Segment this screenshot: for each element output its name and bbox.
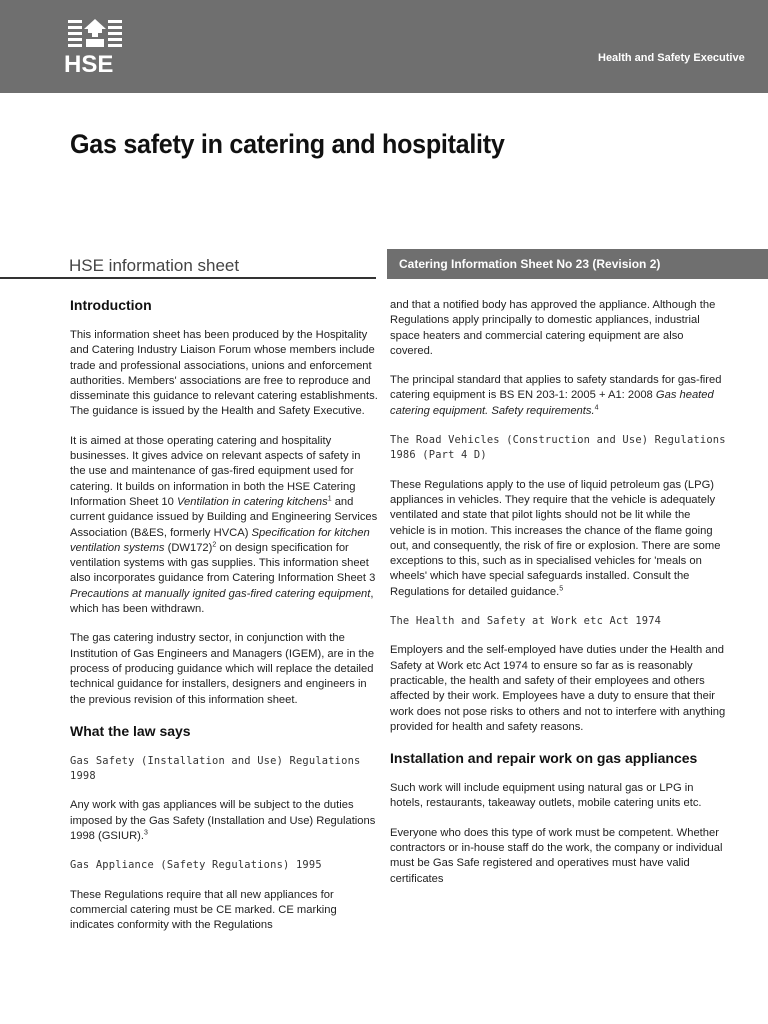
- paragraph-right-3: These Regulations apply to the use of liquid petroleum gas (LPG) appliances in vehicles. They require that the vehicle is adequately ventilated and state that pilot lights should not be lit while the vehicle is in motion. This increases the chance of the flame going out, and consequently, the risk of fire or explosion. There are some exceptions to this, such as in specialised vehicles for 'meals on wheels' which have special safeguards installed. Consult the Regulations for detailed guidance.$^5$: [390, 478, 721, 598]
- paragraph-right-4: Employers and the self-employed have duties under the Health and Safety at Work etc Act 1974 to ensure so far as is reasonably practicable, the health and safety of their employees and others affected by their work. Employees have a duty to ensure that their work does not pose risks to others and not to interfere with anything provided for health and safety reasons.: [390, 644, 726, 733]
- paragraph-right-2: The principal standard that applies to safety standards for gas-fired catering equipment is BS EN 203-1: 2005 + A1: 2008 Gas heated catering equipment. Safety requirements.$^4$: [390, 374, 722, 417]
- sheet-type-label: HSE information sheet: [69, 256, 240, 275]
- logo-text: HSE: [64, 51, 114, 78]
- paragraph-intro-2: It is aimed at those operating catering and hospitality businesses. It gives advice on relevant aspects of safety in the use and maintenance of gas-fired equipment used for catering. It builds on information in both the HSE Catering Information Sheet 10 Ventilation in catering kitchens$^1$ and current guidance issued by Building and Engineering Services Association (B&ES, formerly HVCA) Specification for kitchen ventilation systems $(DW172)^2$ on design specification for ventilation systems with gas supplies. This information sheet also incorporates guidance from Catering Information Sheet 3 Precautions at manually ignited gas-fired catering equipment, which has been withdrawn.: [70, 434, 378, 616]
- sheet-number-banner: Catering Information Sheet No 23 (Revision 2): [387, 249, 768, 279]
- page-title: Gas safety in catering and hospitality: [70, 129, 505, 159]
- paragraph-right-1: and that a notified body has approved the appliance. Although the Regulations apply principally to domestic appliances, industrial space heaters and commercial catering equipment are also covered.: [390, 299, 716, 357]
- header-bar: [0, 0, 768, 93]
- divider-rule: [0, 277, 376, 279]
- subheading-hswa: The Health and Safety at Work etc Act 1974: [390, 615, 662, 628]
- paragraph-right-6: Everyone who does this type of work must be competent. Whether contractors or in-house staff do the work, the company or individual must be Gas Safe registered and operatives must have valid certificates: [390, 826, 723, 885]
- paragraph-law-1: Any work with gas appliances will be subject to the duties imposed by the Gas Safety (Installation and Use) Regulations 1998 (GSIUR).$^3$: [70, 799, 376, 843]
- paragraph-law-2: These Regulations require that all new appliances for commercial catering must be CE marked. CE marking indicates conformity with the Regulations: [70, 888, 337, 932]
- subheading-gsiur: Gas Safety (Installation and Use) Regulations 1998: [70, 754, 361, 783]
- subheading-gas-appliance-regs: Gas Appliance (Safety Regulations) 1995: [70, 859, 322, 872]
- right-column: [390, 298, 726, 901]
- heading-what-the-law-says: What the law says: [70, 722, 191, 739]
- paragraph-intro-1: This information sheet has been produced by the Hospitality and Catering Industry Liaison Forum whose members include trade and professional associations, unions and enforcement authorities. Members' associations are free to reproduce and disseminate this guidance to relevant catering establishments. The guidance is issued by the Health and Safety Executive.: [70, 329, 378, 418]
- crown-emblem-icon: [64, 17, 126, 51]
- left-column: [70, 296, 378, 948]
- paragraph-right-5: Such work will include equipment using natural gas or LPG in hotels, restaurants, takeaway outlets, mobile catering units etc.: [390, 782, 702, 810]
- heading-introduction: Introduction: [70, 297, 152, 313]
- hse-logo: [64, 17, 128, 77]
- paragraph-intro-3: The gas catering industry sector, in conjunction with the Institution of Gas Engineers and Managers (IGEM), are in the process of producing guidance which will replace the detailed technical guidance for installers, designers and engineers in the previous revision of this information sheet.: [70, 632, 375, 706]
- subheading-road-vehicles: The Road Vehicles (Construction and Use) Regulations 1986 (Part 4 D): [390, 434, 726, 462]
- executive-name: Health and Safety Executive: [598, 52, 745, 64]
- heading-installation-repair: Installation and repair work on gas appliances: [390, 750, 698, 767]
